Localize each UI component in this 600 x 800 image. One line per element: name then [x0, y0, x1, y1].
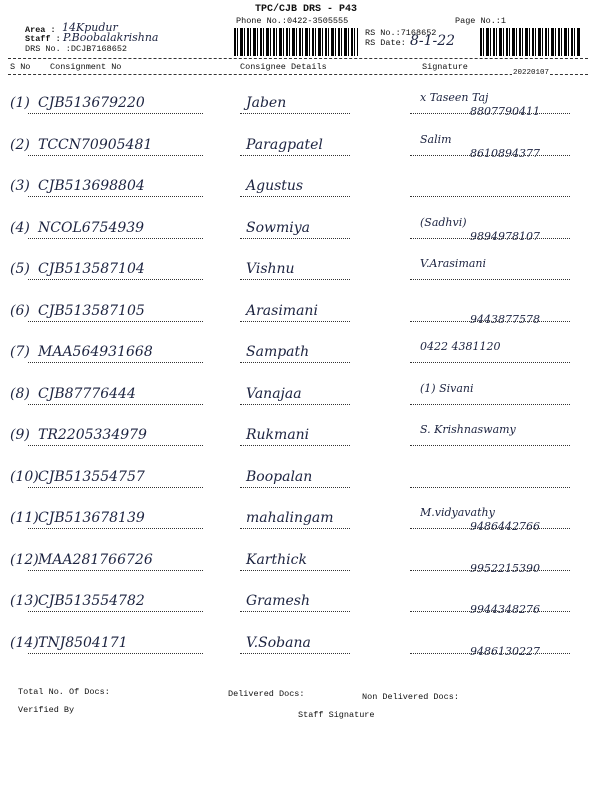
row-number: (5) — [10, 261, 30, 277]
signature-text: (Sadhvi) — [420, 216, 467, 229]
consignment-number: CJB513587104 — [38, 261, 145, 277]
consignment-number: CJB513587105 — [38, 303, 145, 319]
barcode-image-right — [480, 28, 580, 56]
row-number: (4) — [10, 220, 30, 236]
consignment-number: CJB513554757 — [38, 469, 145, 485]
consignment-number: CJB513554782 — [38, 593, 145, 609]
column-sno: S No — [10, 62, 31, 72]
underline — [410, 528, 570, 529]
delivered-docs: Delivered Docs: — [228, 689, 305, 699]
consignee-name: Agustus — [246, 178, 304, 194]
row-number: (9) — [10, 427, 30, 443]
barcode-image — [234, 28, 358, 56]
row-number: (14) — [10, 635, 39, 651]
consignment-number: TNJ8504171 — [38, 635, 128, 651]
area-value: 14Kpudur — [62, 21, 118, 34]
consignment-number: CJB513678139 — [38, 510, 145, 526]
sheet-title: TPC/CJB DRS - P43 — [255, 4, 358, 15]
underline — [410, 445, 570, 446]
underline — [240, 362, 350, 363]
phone-number: Phone No.:0422-3505555 — [236, 16, 349, 26]
underline — [240, 321, 350, 322]
row-number: (11) — [10, 510, 39, 526]
underline — [240, 653, 350, 654]
divider — [8, 74, 588, 75]
consignee-name: Jaben — [246, 95, 287, 111]
consignee-name: V.Sobana — [246, 635, 311, 651]
underline — [28, 362, 203, 363]
underline — [28, 279, 203, 280]
divider — [8, 58, 588, 59]
consignee-name: Paragpatel — [246, 137, 323, 153]
date-stamp: 20220107 — [513, 69, 550, 77]
underline — [240, 155, 350, 156]
consignment-number: TCCN70905481 — [38, 137, 153, 153]
underline — [28, 653, 203, 654]
row-number: (13) — [10, 593, 39, 609]
consignee-name: Vanajaa — [246, 386, 302, 402]
rs-number: RS No.:7168652 — [365, 28, 437, 38]
consignee-name: Sampath — [246, 344, 310, 360]
underline — [28, 611, 203, 612]
underline — [240, 238, 350, 239]
consignee-name: Boopalan — [246, 469, 313, 485]
total-docs: Total No. Of Docs: — [18, 687, 110, 697]
underline — [240, 528, 350, 529]
underline — [28, 321, 203, 322]
row-number: (1) — [10, 95, 30, 111]
row-number: (6) — [10, 303, 30, 319]
consignment-number: TR2205334979 — [38, 427, 147, 443]
consignee-name: mahalingam — [246, 510, 334, 526]
non-delivered-docs: Non Delivered Docs: — [362, 692, 459, 702]
phone-number: 9486442766 — [470, 520, 540, 533]
underline — [240, 279, 350, 280]
phone-number: 9443877578 — [470, 313, 540, 326]
underline — [410, 570, 570, 571]
underline — [28, 113, 203, 114]
consignee-name: Sowmiya — [246, 220, 311, 236]
consignment-number: CJB513679220 — [38, 95, 145, 111]
row-number: (8) — [10, 386, 30, 402]
signature-text: 0422 4381120 — [420, 340, 501, 353]
underline — [240, 611, 350, 612]
row-number: (2) — [10, 137, 30, 153]
underline — [410, 113, 570, 114]
underline — [410, 321, 570, 322]
consignee-name: Gramesh — [246, 593, 310, 609]
consignee-name: Arasimani — [246, 303, 318, 319]
column-consignee: Consignee Details — [240, 62, 327, 72]
row-number: (10) — [10, 469, 39, 485]
underline — [240, 570, 350, 571]
signature-text: S. Krishnaswamy — [420, 423, 516, 436]
underline — [28, 528, 203, 529]
consignment-number: MAA564931668 — [38, 344, 153, 360]
underline — [410, 155, 570, 156]
consignee-name: Vishnu — [246, 261, 295, 277]
phone-number: 9486130227 — [470, 645, 540, 658]
underline — [28, 487, 203, 488]
drs-number: DRS No. :DCJB7168652 — [25, 44, 128, 54]
signature-text: Salim — [420, 133, 452, 146]
staff-value: P.Boobalakrishna — [63, 31, 159, 44]
underline — [240, 196, 350, 197]
rs-date-label: RS Date: — [365, 38, 406, 48]
page-number: Page No.:1 — [455, 16, 507, 26]
signature-text: (1) Sivani — [420, 382, 474, 395]
verified-by: Verified By — [18, 705, 75, 715]
phone-number: 9894978107 — [470, 230, 540, 243]
signature-text: x Taseen Taj — [420, 91, 489, 104]
consignee-name: Karthick — [246, 552, 307, 568]
area-label: Area : — [25, 25, 56, 35]
underline — [410, 404, 570, 405]
underline — [410, 611, 570, 612]
underline — [410, 238, 570, 239]
column-consignment: Consignment No — [50, 62, 122, 72]
underline — [410, 196, 570, 197]
underline — [28, 155, 203, 156]
underline — [240, 404, 350, 405]
column-signature: Signature — [422, 62, 468, 72]
underline — [410, 362, 570, 363]
rs-date-value: 8-1-22 — [410, 33, 456, 49]
phone-number: 9944348276 — [470, 603, 540, 616]
consignee-name: Rukmani — [246, 427, 310, 443]
underline — [28, 570, 203, 571]
underline — [28, 196, 203, 197]
underline — [28, 445, 203, 446]
staff-signature: Staff Signature — [298, 710, 375, 720]
underline — [410, 487, 570, 488]
row-number: (3) — [10, 178, 30, 194]
phone-number: 8610894377 — [470, 147, 540, 160]
row-number: (7) — [10, 344, 30, 360]
underline — [240, 113, 350, 114]
underline — [28, 238, 203, 239]
consignment-number: CJB513698804 — [38, 178, 145, 194]
underline — [410, 279, 570, 280]
signature-text: V.Arasimani — [420, 257, 487, 270]
signature-text: M.vidyavathy — [420, 506, 495, 519]
phone-number: 8807790411 — [470, 105, 540, 118]
consignment-number: CJB87776444 — [38, 386, 136, 402]
consignment-number: MAA281766726 — [38, 552, 153, 568]
staff-label: Staff : — [25, 34, 61, 44]
underline — [410, 653, 570, 654]
row-number: (12) — [10, 552, 39, 568]
underline — [240, 445, 350, 446]
underline — [240, 487, 350, 488]
underline — [28, 404, 203, 405]
consignment-number: NCOL6754939 — [38, 220, 145, 236]
phone-number: 9952215390 — [470, 562, 540, 575]
